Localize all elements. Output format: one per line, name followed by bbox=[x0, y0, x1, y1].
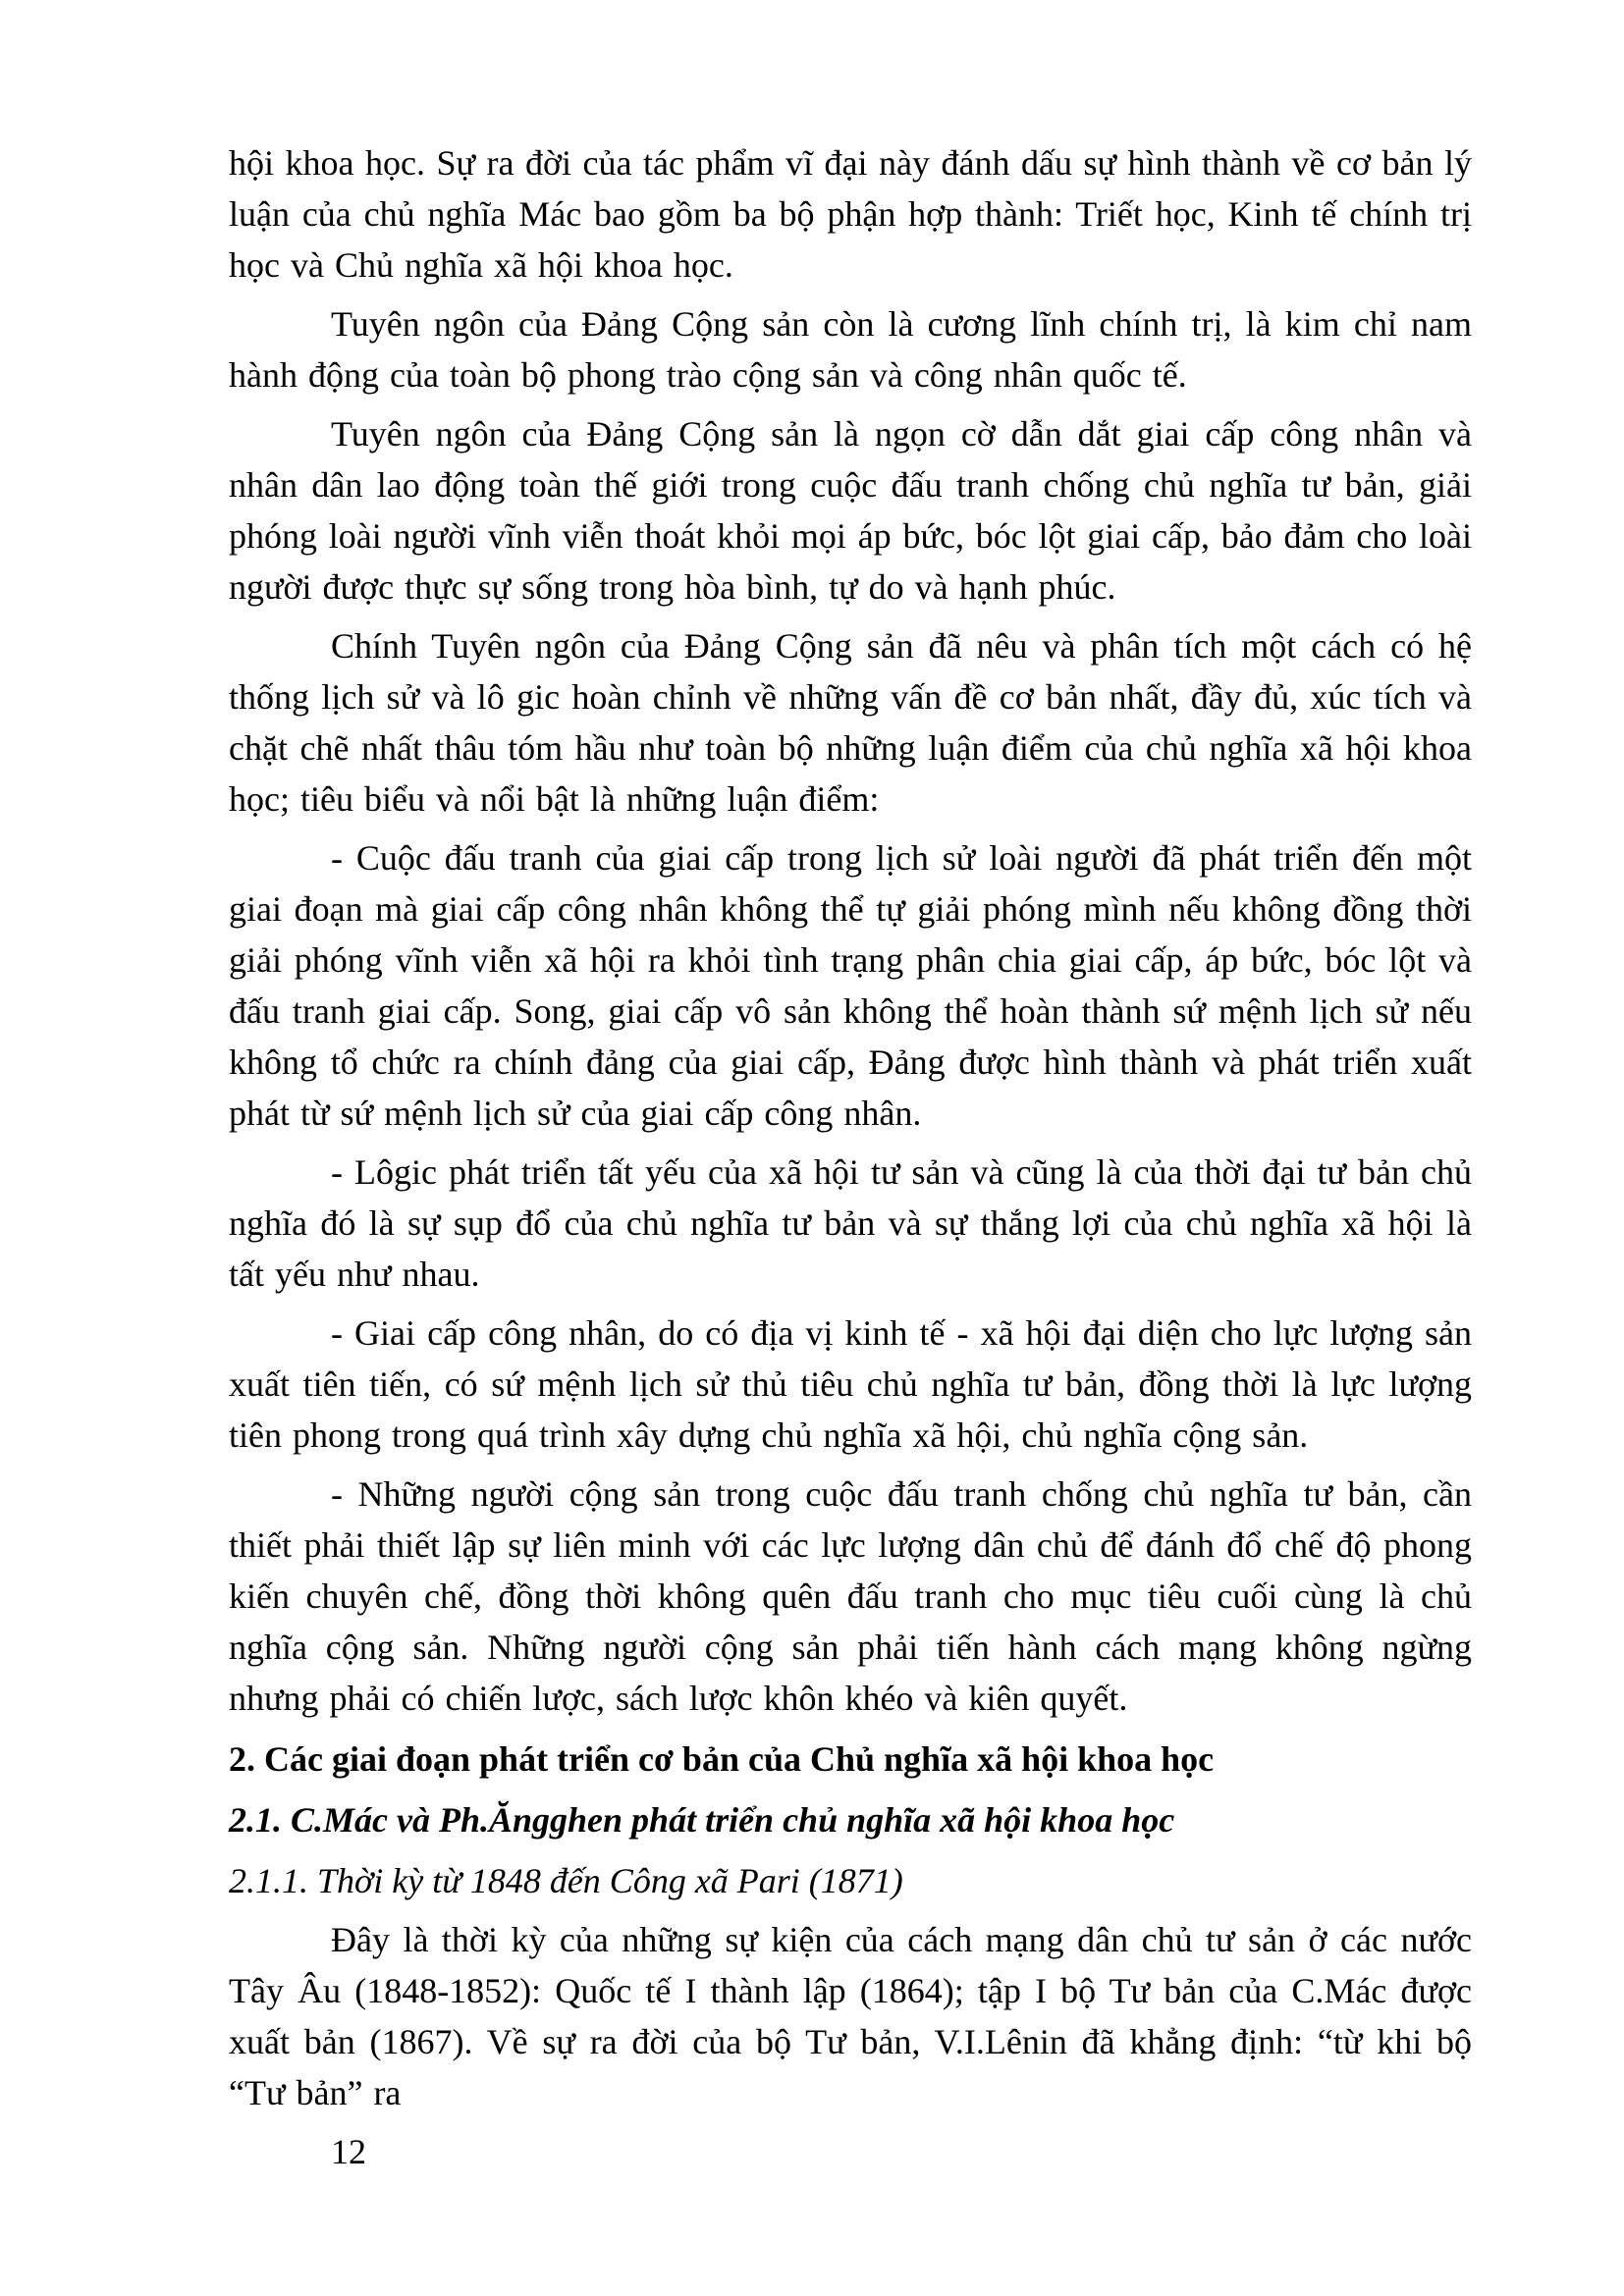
page-number: 12 bbox=[331, 2132, 366, 2171]
subsection-heading: 2.1. C.Mác và Ph.Ăngghen phát triển chủ nghĩa xã hội khoa học bbox=[229, 1800, 1175, 1840]
paragraph: Chính Tuyên ngôn của Đảng Cộng sản đã nêu và phân tích một cách có hệ thống lịch sử và lô gic hoàn chỉnh về những vấn đề cơ bản nhất, đầy đủ, xúc tích và chặt chẽ nhất thâu tóm hầu như toàn bộ những luận điểm của chủ nghĩa xã hội khoa học; tiêu biểu và nổi bật là những luận điểm: bbox=[229, 626, 1472, 819]
section-heading: 2. Các giai đoạn phát triển cơ bản của Chủ nghĩa xã hội khoa học bbox=[229, 1739, 1215, 1779]
paragraph: Đây là thời kỳ của những sự kiện của cách mạng dân chủ tư sản ở các nước Tây Âu (1848-1852): Quốc tế I thành lập (1864); tập I bộ Tư bản của C.Mác được xuất bản (1867). Về sự ra đời của bộ Tư bản, V.I.Lênin đã khẳng định: “từ khi bộ “Tư bản” ra bbox=[229, 1920, 1472, 2112]
text-blocks bbox=[229, 137, 1472, 2185]
paragraph: - Những người cộng sản trong cuộc đấu tranh chống chủ nghĩa tư bản, cần thiết phải thiết lập sự liên minh với các lực lượng dân chủ để đánh đổ chế độ phong kiến chuyên chế, đồng thời không quên đấu tranh cho mục tiêu cuối cùng là chủ nghĩa cộng sản. Những người cộng sản phải tiến hành cách mạng không ngừng nhưng phải có chiến lược, sách lược khôn khéo và kiên quyết. bbox=[229, 1474, 1472, 1718]
paragraph: - Lôgic phát triển tất yếu của xã hội tư sản và cũng là của thời đại tư bản chủ nghĩa đó là sự sụp đổ của chủ nghĩa tư bản và sự thắng lợi của chủ nghĩa xã hội là tất yếu như nhau. bbox=[229, 1152, 1472, 1294]
paragraph: - Giai cấp công nhân, do có địa vị kinh tế - xã hội đại diện cho lực lượng sản xuất tiên tiến, có sứ mệnh lịch sử thủ tiêu chủ nghĩa tư bản, đồng thời là lực lượng tiên phong trong quá trình xây dựng chủ nghĩa xã hội, chủ nghĩa cộng sản. bbox=[229, 1313, 1472, 1455]
paragraph: - Cuộc đấu tranh của giai cấp trong lịch sử loài người đã phát triển đến một giai đoạn mà giai cấp công nhân không thể tự giải phóng mình nếu không đồng thời giải phóng vĩnh viễn xã hội ra khỏi tình trạng phân chia giai cấp, áp bức, bóc lột và đấu tranh giai cấp. Song, giai cấp vô sản không thể hoàn thành sứ mệnh lịch sử nếu không tổ chức ra chính đảng của giai cấp, Đảng được hình thành và phát triển xuất phát từ sứ mệnh lịch sử của giai cấp công nhân. bbox=[229, 838, 1472, 1133]
paragraph: Tuyên ngôn của Đảng Cộng sản là ngọn cờ dẫn dắt giai cấp công nhân và nhân dân lao động toàn thế giới trong cuộc đấu tranh chống chủ nghĩa tư bản, giải phóng loài người vĩnh viễn thoát khỏi mọi áp bức, bóc lột giai cấp, bảo đảm cho loài người được thực sự sống trong hòa bình, tự do và hạnh phúc. bbox=[229, 414, 1472, 607]
paragraph: Tuyên ngôn của Đảng Cộng sản còn là cương lĩnh chính trị, là kim chỉ nam hành động của toàn bộ phong trào cộng sản và công nhân quốc tế. bbox=[229, 304, 1472, 395]
paragraph: hội khoa học. Sự ra đời của tác phẩm vĩ đại này đánh dấu sự hình thành về cơ bản lý luận của chủ nghĩa Mác bao gồm ba bộ phận hợp thành: Triết học, Kinh tế chính trị học và Chủ nghĩa xã hội khoa học. bbox=[229, 143, 1472, 285]
subsubsection-heading: 2.1.1. Thời kỳ từ 1848 đến Công xã Pari (1871) bbox=[229, 1861, 903, 1900]
